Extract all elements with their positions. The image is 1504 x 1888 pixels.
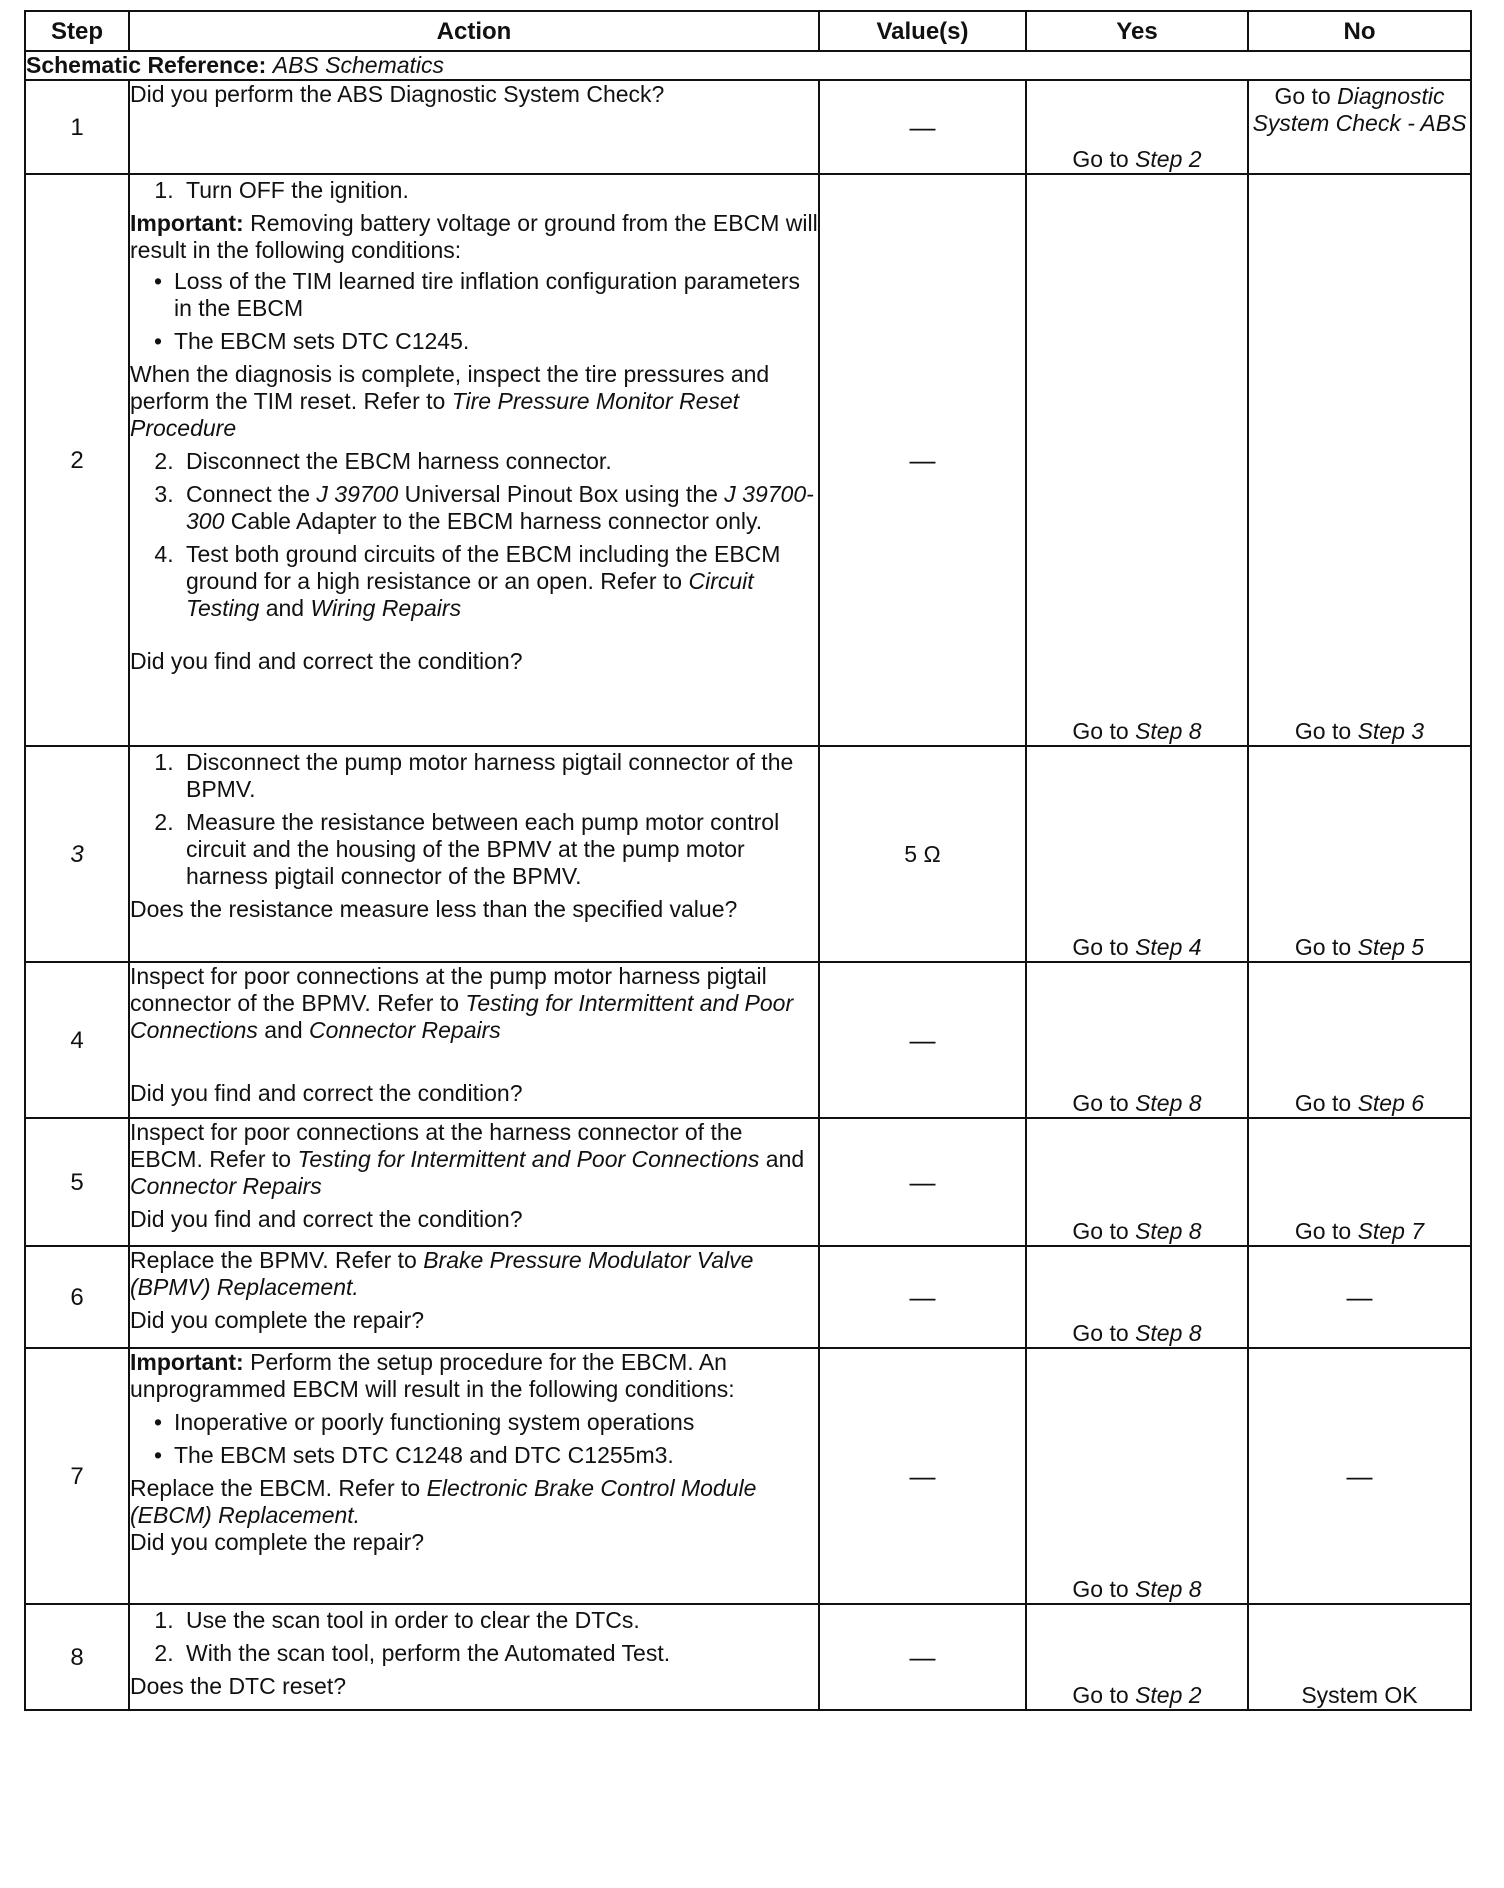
value-cell: — [819, 174, 1026, 746]
step-number: 5 [25, 1118, 129, 1246]
reference-link[interactable]: Wiring Repairs [310, 595, 462, 621]
action-cell [129, 1246, 819, 1348]
yes-link[interactable]: Step 8 [1135, 1320, 1202, 1346]
yes-cell: Go to Step 8 [1026, 1118, 1248, 1246]
question: Does the resistance measure less than the specified value? [130, 896, 738, 922]
question: Did you find and correct the condition? [130, 648, 523, 674]
instruction-text: Replace the BPMV. Refer to Brake Pressure Modulator Valve (BPMV) Replacement. [130, 1247, 754, 1300]
reference-link[interactable]: Connector Repairs [130, 1173, 322, 1199]
tool-reference: J 39700-300 [186, 481, 814, 534]
list-item: 4. Test both ground circuits of the EBCM including the EBCM ground for a high resistance or an open. Refer to Circuit Testing and Wiring Repairs [180, 541, 818, 622]
yes-cell: Go to Step 2 [1026, 80, 1248, 174]
action-cell [129, 746, 819, 962]
step-number: 4 [25, 962, 129, 1118]
value-cell: — [819, 1348, 1026, 1604]
yes-link[interactable]: Step 4 [1135, 934, 1202, 960]
note-text: When the diagnosis is complete, inspect the tire pressures and perform the TIM reset. Refer to Tire Pressure Monitor Reset Procedure [130, 361, 770, 441]
value-cell: — [819, 962, 1026, 1118]
reference-link[interactable]: Electronic Brake Control Module (EBCM) Replacement. [130, 1475, 757, 1528]
important-note: Important: Removing battery voltage or ground from the EBCM will result in the following conditions: [130, 210, 818, 263]
schematic-reference-row [25, 51, 1471, 80]
table-row [25, 80, 1471, 174]
value-cell: — [819, 1246, 1026, 1348]
reference-link[interactable]: Brake Pressure Modulator Valve (BPMV) Replacement. [130, 1247, 754, 1300]
instruction-text: Inspect for poor connections at the harness connector of the EBCM. Refer to Testing for Intermittent and Poor Connections and Connector Repairs [130, 1119, 805, 1199]
action-cell [129, 962, 819, 1118]
no-link[interactable]: Step 5 [1357, 934, 1425, 960]
no-link[interactable]: Step 6 [1357, 1090, 1425, 1116]
no-cell: — [1248, 1246, 1471, 1348]
header-action: Action [129, 11, 819, 51]
no-cell: Go to Step 3 [1248, 174, 1471, 746]
table-row [25, 962, 1471, 1118]
table-row [25, 1604, 1471, 1710]
diagnostic-table [24, 10, 1472, 1711]
reference-link[interactable]: Testing for Intermittent and Poor Connections [130, 990, 794, 1043]
action-cell [129, 1348, 819, 1604]
yes-link[interactable]: Step 8 [1135, 1218, 1202, 1244]
yes-link[interactable]: Step 8 [1135, 1090, 1202, 1116]
question: Did you complete the repair? [130, 1529, 425, 1555]
reference-link[interactable]: Circuit Testing [186, 568, 754, 621]
question: Did you find and correct the condition? [130, 1206, 523, 1232]
important-note: Important: Perform the setup procedure for the EBCM. An unprogrammed EBCM will result in the following conditions: [130, 1349, 735, 1402]
instruction-text: Replace the EBCM. Refer to Electronic Brake Control Module (EBCM) Replacement. [130, 1475, 757, 1528]
no-cell: Go to Diagnostic System Check - ABS [1248, 80, 1471, 174]
schematic-reference-label: Schematic Reference: [26, 52, 267, 78]
action-cell [129, 1118, 819, 1246]
yes-link[interactable]: Step 8 [1135, 1576, 1202, 1602]
question: Did you find and correct the condition? [130, 1080, 523, 1106]
no-cell: System OK [1248, 1604, 1471, 1710]
step-number: 1 [25, 80, 129, 174]
table-row [25, 746, 1471, 962]
action-cell [129, 1604, 819, 1710]
tool-reference: J 39700 [316, 481, 399, 507]
list-item: 2. Measure the resistance between each pump motor control circuit and the housing of the BPMV at the pump motor harness pigtail connector of the BPMV. [180, 809, 818, 890]
question: Did you complete the repair? [130, 1307, 425, 1333]
step-number: 2 [25, 174, 129, 746]
question: Does the DTC reset? [130, 1673, 347, 1699]
list-item: 3. Connect the J 39700 Universal Pinout Box using the J 39700-300 Cable Adapter to the EBCM harness connector only. [180, 481, 818, 535]
header-values: Value(s) [819, 11, 1026, 51]
yes-link[interactable]: Step 2 [1135, 146, 1202, 172]
header-yes: Yes [1026, 11, 1248, 51]
step-number: 7 [25, 1348, 129, 1604]
list-item: 2. Disconnect the EBCM harness connector. [180, 448, 818, 475]
no-cell: Go to Step 5 [1248, 746, 1471, 962]
table-row [25, 174, 1471, 746]
reference-link[interactable]: Testing for Intermittent and Poor Connections [297, 1146, 760, 1172]
step-number: 8 [25, 1604, 129, 1710]
instruction-text: Inspect for poor connections at the pump motor harness pigtail connector of the BPMV. Refer to Testing for Intermittent and Poor Connections and Connector Repairs [130, 963, 794, 1043]
reference-link[interactable]: Tire Pressure Monitor Reset Procedure [130, 388, 740, 441]
table-row [25, 1348, 1471, 1604]
no-cell: Go to Step 7 [1248, 1118, 1471, 1246]
value-cell: 5 Ω [819, 746, 1026, 962]
yes-link[interactable]: Step 8 [1135, 718, 1202, 744]
no-link[interactable]: Diagnostic System Check - ABS [1252, 83, 1467, 136]
table-row [25, 1118, 1471, 1246]
yes-cell: Go to Step 8 [1026, 1348, 1248, 1604]
question: Did you perform the ABS Diagnostic System Check? [130, 81, 665, 107]
value-cell: — [819, 1118, 1026, 1246]
yes-cell: Go to Step 8 [1026, 1246, 1248, 1348]
list-item: • Inoperative or poorly functioning system operations [174, 1409, 818, 1436]
list-item: 1. Turn OFF the ignition. [180, 177, 818, 204]
value-cell: — [819, 80, 1026, 174]
action-cell [129, 80, 819, 174]
action-cell [129, 174, 819, 746]
step-number: 3 [25, 746, 129, 962]
yes-cell: Go to Step 8 [1026, 962, 1248, 1118]
no-link[interactable]: Step 3 [1357, 718, 1425, 744]
step-number: 6 [25, 1246, 129, 1348]
value-cell: — [819, 1604, 1026, 1710]
list-item: 1. Use the scan tool in order to clear the DTCs. [180, 1607, 818, 1634]
list-item: • The EBCM sets DTC C1245. [174, 328, 818, 355]
yes-cell: Go to Step 8 [1026, 174, 1248, 746]
schematic-reference-link[interactable]: ABS Schematics [272, 52, 445, 78]
list-item: 1. Disconnect the pump motor harness pigtail connector of the BPMV. [180, 749, 818, 803]
no-link[interactable]: Step 7 [1357, 1218, 1425, 1244]
list-item: • The EBCM sets DTC C1248 and DTC C1255m3. [174, 1442, 818, 1469]
header-row [25, 11, 1471, 51]
list-item: • Loss of the TIM learned tire inflation configuration parameters in the EBCM [174, 268, 818, 322]
header-step: Step [25, 11, 129, 51]
yes-cell: Go to Step 4 [1026, 746, 1248, 962]
table-row [25, 1246, 1471, 1348]
yes-link[interactable]: Step 2 [1135, 1682, 1202, 1708]
header-no: No [1248, 11, 1471, 51]
reference-link[interactable]: Connector Repairs [309, 1017, 501, 1043]
list-item: 2. With the scan tool, perform the Automated Test. [180, 1640, 818, 1667]
no-cell: Go to Step 6 [1248, 962, 1471, 1118]
yes-cell: Go to Step 2 [1026, 1604, 1248, 1710]
no-cell: — [1248, 1348, 1471, 1604]
